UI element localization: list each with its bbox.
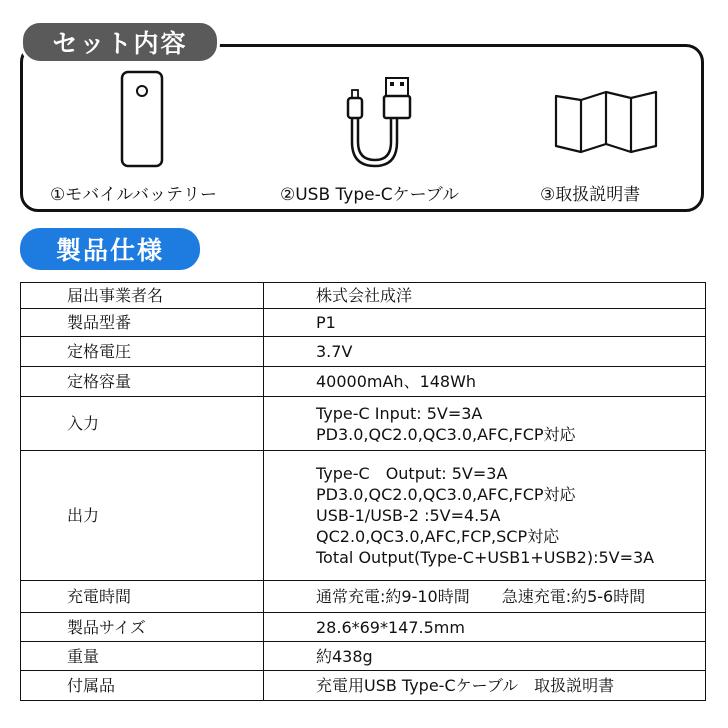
contents-item-1-label: ①モバイルバッテリー — [50, 185, 218, 205]
manual-icon — [554, 88, 658, 154]
spec-row — [21, 642, 706, 671]
spec-row — [21, 397, 706, 451]
spec-value: Type-C Output: 5V=3A PD3.0,QC2.0,QC3.0,AFC,FCP対応 USB-1/USB-2 :5V=4.5A QC2.0,QC3.0,AFC,FCP,SCP対応 Total Output(Type-C+USB1+USB2):5V=3A — [264, 451, 706, 581]
contents-item-3-label: ③取扱説明書 — [540, 185, 641, 205]
spec-key: 入力 — [21, 397, 264, 451]
manual-item — [554, 88, 658, 158]
spec-value: P1 — [264, 309, 706, 337]
spec-key: 付属品 — [21, 671, 264, 701]
power-bank-icon — [120, 70, 164, 168]
spec-row — [21, 581, 706, 613]
spec-row — [21, 451, 706, 581]
spec-row — [21, 337, 706, 367]
spec-value: 28.6*69*147.5mm — [264, 613, 706, 642]
spec-row — [21, 283, 706, 309]
usb-cable-icon — [340, 76, 416, 170]
spec-key: 製品型番 — [21, 309, 264, 337]
spec-row — [21, 671, 706, 701]
spec-key: 定格電圧 — [21, 337, 264, 367]
spec-row — [21, 613, 706, 642]
spec-key: 定格容量 — [21, 367, 264, 397]
spec-value: 約438g — [264, 642, 706, 671]
spec-value: 通常充電:約9-10時間 急速充電:約5-6時間 — [264, 581, 706, 613]
usb-cable-item — [340, 76, 416, 174]
spec-value: 株式会社成洋 — [264, 283, 706, 309]
spec-key: 製品サイズ — [21, 613, 264, 642]
power-bank-item — [120, 70, 164, 172]
spec-key: 出力 — [21, 451, 264, 581]
spec-row — [21, 367, 706, 397]
spec-key: 届出事業者名 — [21, 283, 264, 309]
spec-key: 充電時間 — [21, 581, 264, 613]
contents-item-2-label: ②USB Type-Cケーブル — [280, 185, 460, 205]
spec-title: 製品仕様 — [20, 228, 200, 270]
spec-value: Type-C Input: 5V=3A PD3.0,QC2.0,QC3.0,AFC,FCP対応 — [264, 397, 706, 451]
spec-table — [20, 282, 706, 701]
spec-value: 充電用USB Type-Cケーブル 取扱説明書 — [264, 671, 706, 701]
spec-value: 3.7V — [264, 337, 706, 367]
spec-value: 40000mAh、148Wh — [264, 367, 706, 397]
contents-title: セット内容 — [20, 20, 220, 64]
spec-key: 重量 — [21, 642, 264, 671]
spec-row — [21, 309, 706, 337]
